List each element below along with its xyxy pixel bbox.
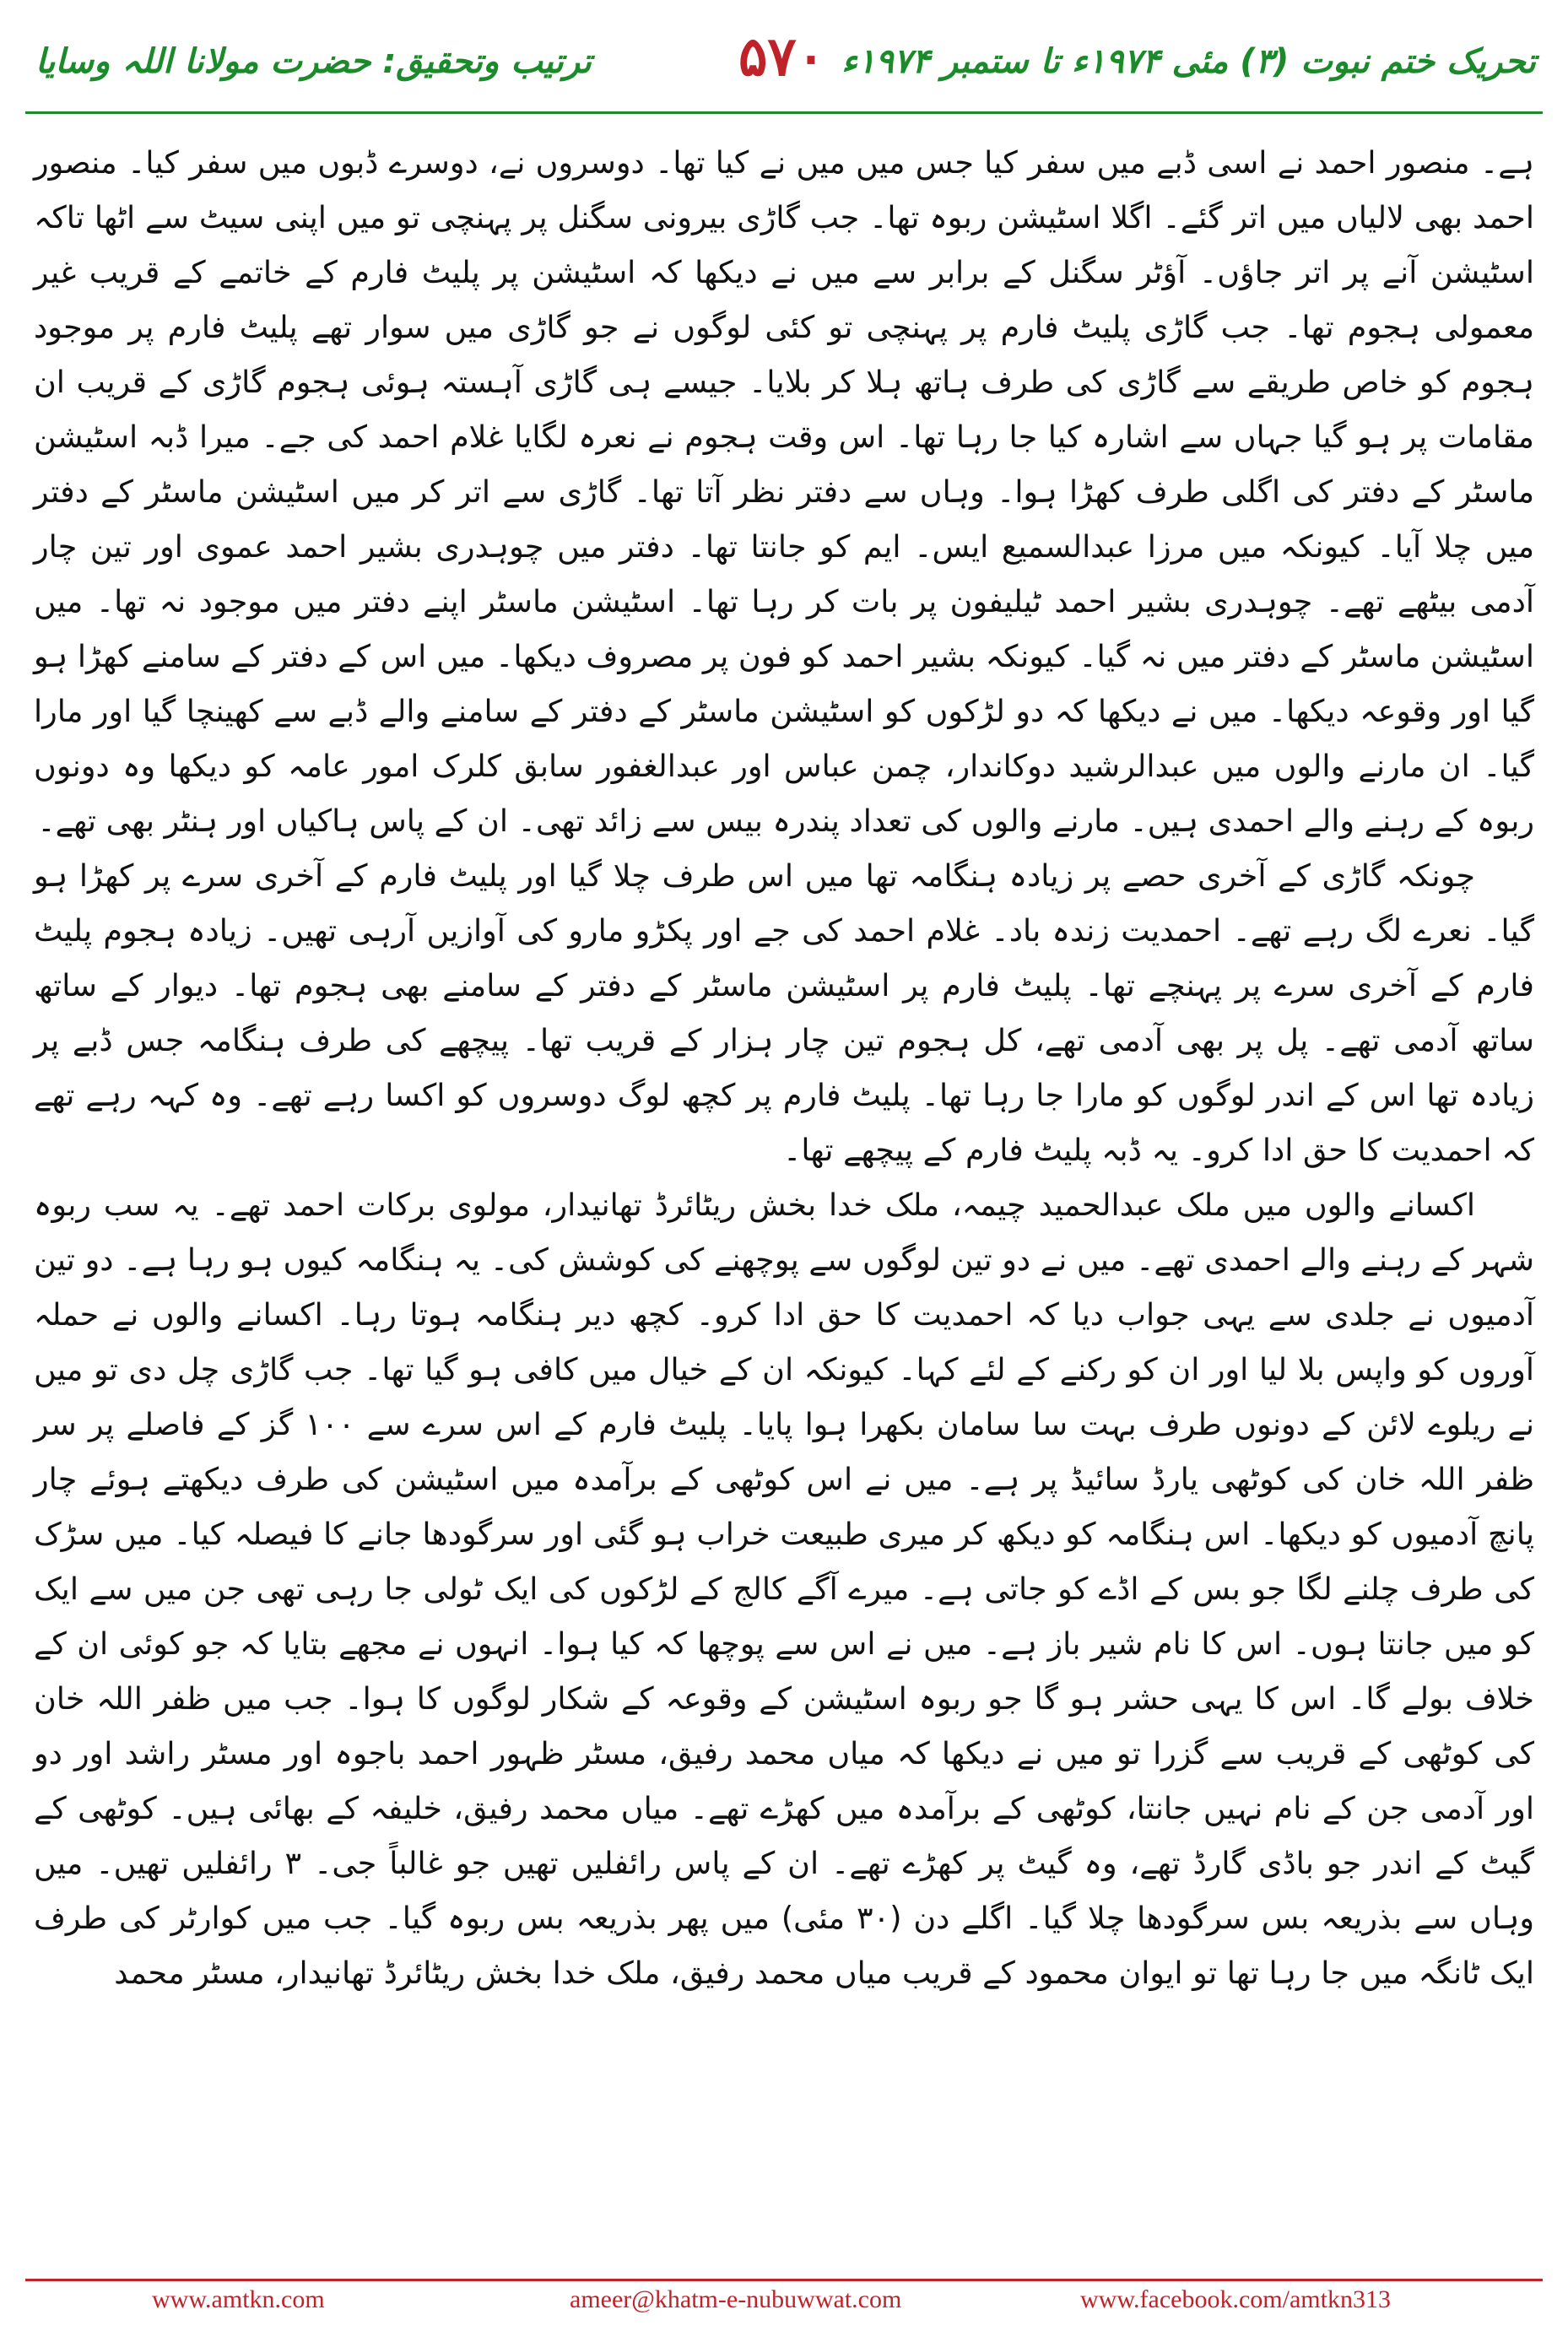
footer-divider bbox=[25, 2279, 1543, 2281]
paragraph-2: چونکہ گاڑی کے آخری حصے پر زیادہ ہنگامہ تھا میں اس طرف چلا گیا اور پلیٹ فارم کے آخری سرے پر کھڑا ہو گیا۔ نعرے لگ رہے تھے۔ احمدیت زندہ باد۔ غلام احمد کی جے اور پکڑو مارو کی آوازیں آرہی تھیں۔ زیادہ ہجوم پلیٹ فارم کے آخری سرے پر پہنچے تھا۔ پلیٹ فارم پر اسٹیشن ماسٹر کے دفتر کے سامنے بھی ہجوم تھا۔ دیوار کے ساتھ ساتھ آدمی تھے۔ پل پر بھی آدمی تھے، کل ہجوم تین چار ہزار کے قریب تھا۔ پیچھے کی طرف ہنگامہ جس ڈبے پر زیادہ تھا اس کے اندر لوگوں کو مارا جا رہا تھا۔ پلیٹ فارم پر کچھ لوگ دوسروں کو اکسا رہے تھے۔ وہ کہہ رہے تھے کہ احمدیت کا حق ادا کرو۔ یہ ڈبہ پلیٹ فارم کے پیچھے تھا۔ bbox=[34, 857, 1534, 1168]
website-link[interactable]: www.amtkn.com bbox=[152, 2285, 325, 2313]
page-number: ۵۷۰ bbox=[738, 25, 826, 89]
book-title: تحریک ختم نبوت (۳) مئی ۱۹۷۴ء تا ستمبر ۱۹۷۴ء bbox=[841, 42, 1536, 81]
paragraph-3: اکسانے والوں میں ملک عبدالحمید چیمہ، ملک خدا بخش ریٹائرڈ تھانیدار، مولوی برکات احمد تھے۔ یہ سب ربوہ شہر کے رہنے والے احمدی تھے۔ میں نے دو تین لوگوں سے پوچھنے کی کوشش کی۔ یہ ہنگامہ کیوں ہو رہا ہے۔ دو تین آدمیوں نے جلدی سے یہی جواب دیا کہ احمدیت کا حق ادا کرو۔ کچھ دیر ہنگامہ ہوتا رہا۔ اکسانے والوں نے حملہ آوروں کو واپس بلا لیا اور ان کو رکنے کے لئے کہا۔ کیونکہ ان کے خیال میں کافی ہو گیا تھا۔ جب گاڑی چل دی تو میں نے ریلوے لائن کے دونوں طرف بہت سا سامان بکھرا ہوا پایا۔ پلیٹ فارم کے اس سرے سے ۱۰۰ گز کے فاصلے پر سر ظفر اللہ خان کی کوٹھی یارڈ سائیڈ پر ہے۔ میں نے اس کوٹھی کے برآمدہ میں اسٹیشن کی طرف دیکھتے ہوئے چار پانچ آدمیوں کو دیکھا۔ اس ہنگامہ کو دیکھ کر میری طبیعت خراب ہو گئی اور سرگودھا جانے کا فیصلہ کیا۔ میں سڑک کی طرف چلنے لگا جو بس کے اڈے کو جاتی ہے۔ میرے آگے کالج کے لڑکوں کی ایک ٹولی جا رہی تھی جن میں سے ایک کو میں جانتا ہوں۔ اس کا نام شیر باز ہے۔ میں نے اس سے پوچھا کہ کیا ہوا۔ انہوں نے مجھے بتایا کہ جو کوئی ان کے خلاف بولے گا۔ اس کا یہی حشر ہو گا جو ربوہ اسٹیشن کے وقوعہ کے شکار لوگوں کا ہوا۔ جب میں ظفر اللہ خان کی کوٹھی کے قریب سے گزرا تو میں نے دیکھا کہ میاں محمد رفیق، مسٹر ظہور احمد باجوہ اور مسٹر راشد اور دو اور آدمی جن کے نام نہیں جانتا، کوٹھی کے برآمدہ میں کھڑے تھے۔ میاں محمد رفیق، خلیفہ کے بھائی ہیں۔ کوٹھی کے گیٹ کے اندر جو باڈی گارڈ تھے، وہ گیٹ پر کھڑے تھے۔ ان کے پاس رائفلیں تھیں جو غالباً جی۔ ۳ رائفلیں تھیں۔ میں وہاں سے بذریعہ بس سرگودھا چلا گیا۔ اگلے دن (۳۰ مئی) میں پھر بذریعہ بس ربوہ گیا۔ جب میں کوارٹر کی طرف ایک ٹانگہ میں جا رہا تھا تو ایوان محمود کے قریب میاں محمد رفیق، ملک خدا بخش ریٹائرڈ تھانیدار، مسٹر محمد bbox=[34, 1187, 1535, 1991]
page-header bbox=[25, 24, 1543, 116]
compiler-credit: ترتیب وتحقیق: حضرت مولانا اللہ وسایا bbox=[35, 42, 592, 81]
header-divider bbox=[25, 111, 1543, 114]
page-footer bbox=[25, 2279, 1543, 2319]
paragraph-1: ہے۔ منصور احمد نے اسی ڈبے میں سفر کیا جس میں میں نے کیا تھا۔ دوسروں نے، دوسرے ڈبوں میں سفر کیا۔ منصور احمد بھی لالیاں میں اتر گئے۔ اگلا اسٹیشن ربوہ تھا۔ جب گاڑی بیرونی سگنل پر پہنچی تو میں اپنی سیٹ سے اٹھا تاکہ اسٹیشن آنے پر اتر جاؤں۔ آؤٹر سگنل کے برابر سے میں نے دیکھا کہ اسٹیشن پر پلیٹ فارم کے خاتمے کے قریب غیر معمولی ہجوم تھا۔ جب گاڑی پلیٹ فارم پر پہنچی تو کئی لوگوں نے جو گاڑی میں سوار تھے پلیٹ فارم پر موجود ہجوم کو خاص طریقے سے گاڑی کی طرف ہاتھ ہلا کر بلایا۔ جیسے ہی گاڑی آہستہ ہوئی ہجوم گاڑی کے قریب ان مقامات پر ہو گیا جہاں سے اشارہ کیا جا رہا تھا۔ اس وقت ہجوم نے نعرہ لگایا غلام احمد کی جے۔ میرا ڈبہ اسٹیشن ماسٹر کے دفتر کی اگلی طرف کھڑا ہوا۔ وہاں سے دفتر نظر آتا تھا۔ گاڑی سے اتر کر میں اسٹیشن ماسٹر کے دفتر میں چلا آیا۔ کیونکہ میں مرزا عبدالسمیع ایس۔ ایم کو جانتا تھا۔ دفتر میں چوہدری بشیر احمد عموی اور تین چار آدمی بیٹھے تھے۔ چوہدری بشیر احمد ٹیلیفون پر بات کر رہا تھا۔ اسٹیشن ماسٹر اپنے دفتر میں موجود نہ تھا۔ میں اسٹیشن ماسٹر کے دفتر میں نہ گیا۔ کیونکہ بشیر احمد کو فون پر مصروف دیکھا۔ میں اس کے دفتر کے سامنے کھڑا ہو گیا اور وقوعہ دیکھا۔ میں نے دیکھا کہ دو لڑکوں کو اسٹیشن ماسٹر کے دفتر کے سامنے والے ڈبے سے کھینچا گیا اور مارا گیا۔ ان مارنے والوں میں عبدالرشید دوکاندار، چمن عباس اور عبدالغفور سابق کلرک امور عامہ کو دیکھا وہ دونوں ربوہ کے رہنے والے احمدی ہیں۔ مارنے والوں کی تعداد پندرہ بیس سے زائد تھی۔ ان کے پاس ہاکیاں اور ہنٹر بھی تھے۔ bbox=[34, 144, 1534, 839]
article-body bbox=[34, 135, 1534, 2000]
facebook-link[interactable]: www.facebook.com/amtkn313 bbox=[1080, 2285, 1391, 2313]
email-link[interactable]: ameer@khatm-e-nubuwwat.com bbox=[570, 2285, 902, 2313]
